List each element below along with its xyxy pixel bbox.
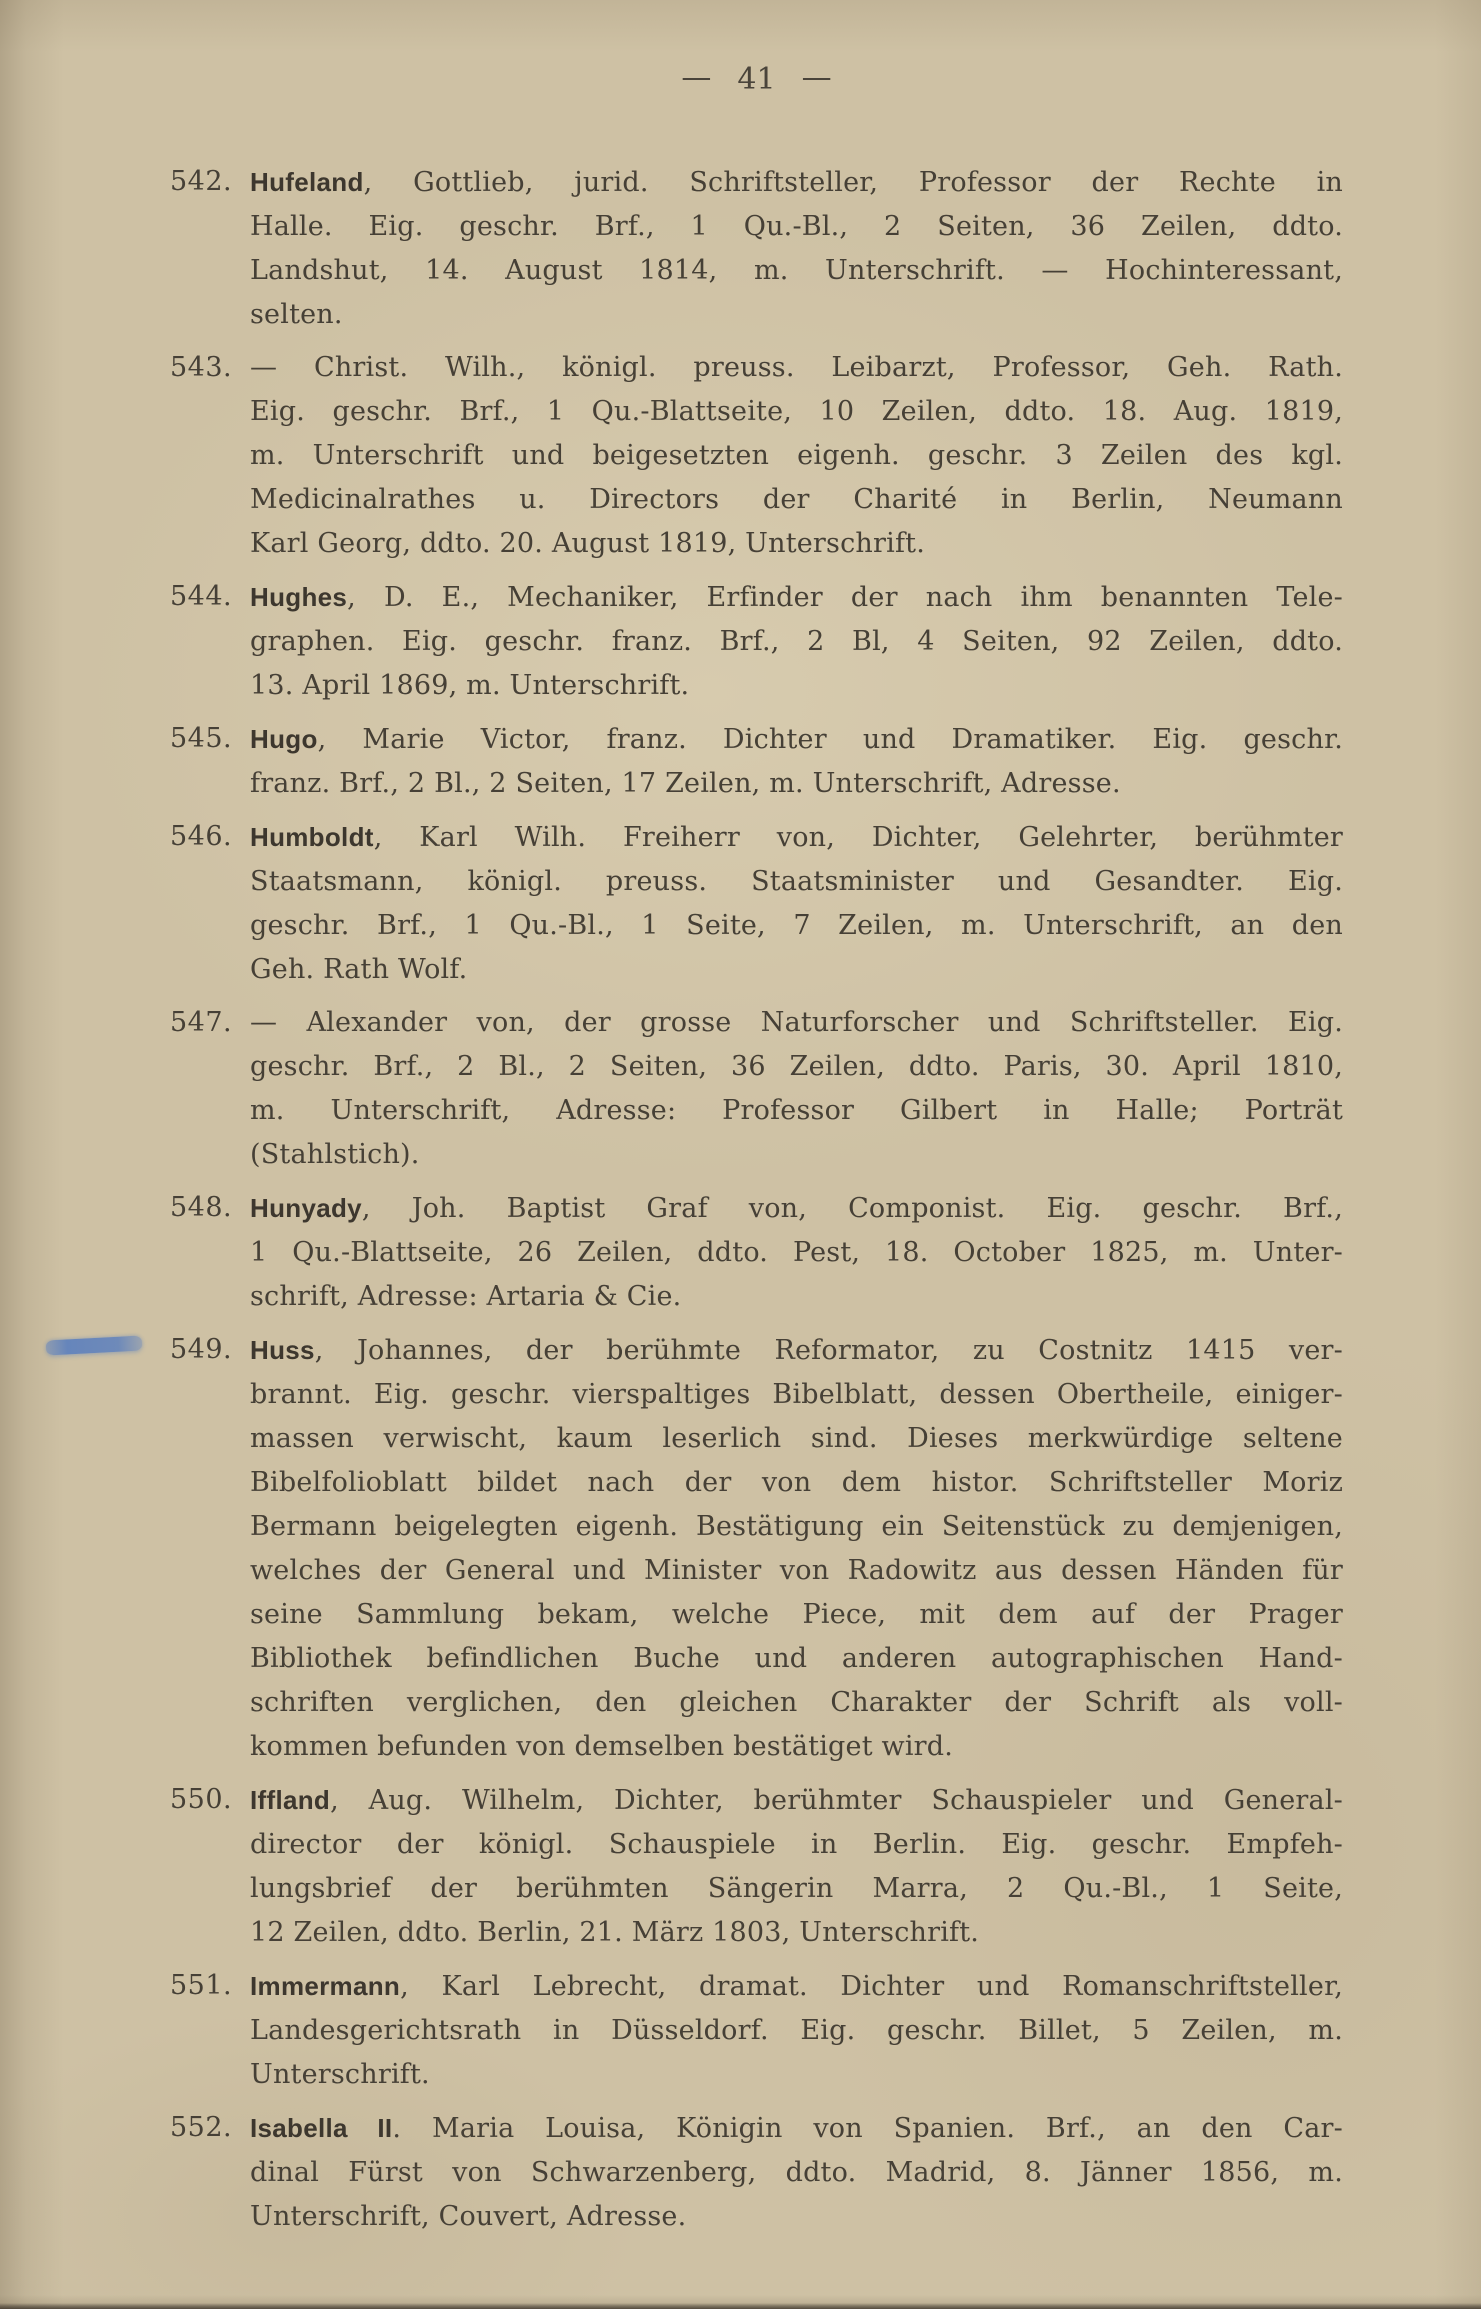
entry-number: 545.: [170, 723, 233, 754]
entry-number: 552.: [170, 2112, 233, 2143]
entry-headword: Iffland: [250, 1785, 331, 1815]
entry-body: [250, 160, 1343, 337]
entry-line: Hufeland, Gottlieb, jurid. Schriftsteller, Professor der Rechte in: [250, 167, 1343, 198]
entry-line: seine Sammlung bekam, welche Piece, mit dem auf der Prager: [250, 1599, 1343, 1630]
entry-headword: Huss: [250, 1335, 315, 1365]
entry-body: [250, 575, 1343, 708]
entry-headword: Hughes: [250, 582, 348, 612]
entry-number: 548.: [170, 1192, 233, 1223]
entry-body: [250, 1186, 1343, 1319]
entry-number: 549.: [170, 1334, 233, 1365]
entry-line: 12 Zeilen, ddto. Berlin, 21. März 1803, Unterschrift.: [250, 1917, 980, 1948]
entry-line: Halle. Eig. geschr. Brf., 1 Qu.-Bl., 2 Seiten, 36 Zeilen, ddto.: [250, 211, 1343, 242]
entry-line: lungsbrief der berühmten Sängerin Marra, 2 Qu.-Bl., 1 Seite,: [250, 1873, 1343, 1904]
entry-line: 1 Qu.-Blattseite, 26 Zeilen, ddto. Pest, 18. October 1825, m. Unter-: [250, 1237, 1343, 1268]
entry-headword: Hufeland: [250, 167, 364, 197]
entry-line: Hugo, Marie Victor, franz. Dichter und Dramatiker. Eig. geschr.: [250, 724, 1343, 755]
catalog-entry: [170, 160, 1343, 337]
entry-headword: Humboldt: [250, 822, 374, 852]
entry-number: 547.: [170, 1007, 233, 1038]
entry-line: Humboldt, Karl Wilh. Freiherr von, Dichter, Gelehrter, berühmter: [250, 822, 1343, 853]
page-number: 41: [737, 62, 776, 97]
page-header: [170, 62, 1343, 97]
entry-number: 544.: [170, 581, 233, 612]
entry-headword: Isabella II: [250, 2113, 393, 2143]
entry-line: brannt. Eig. geschr. vierspaltiges Bibelblatt, dessen Obertheile, einiger-: [250, 1379, 1343, 1410]
entry-line: Unterschrift, Couvert, Adresse.: [250, 2201, 687, 2232]
entry-line: Bibliothek befindlichen Buche und anderen autographischen Hand-: [250, 1643, 1343, 1674]
entry-line: schrift, Adresse: Artaria & Cie.: [250, 1281, 682, 1312]
entry-line: Hughes, D. E., Mechaniker, Erfinder der nach ihm benannten Tele-: [250, 582, 1343, 613]
entry-line: selten.: [250, 299, 343, 330]
entry-line: 13. April 1869, m. Unterschrift.: [250, 670, 690, 701]
catalog-entry: [170, 1328, 1343, 1769]
entry-body: [250, 1328, 1343, 1769]
entry-number: 543.: [170, 352, 233, 383]
header-dash-left: —: [681, 60, 712, 95]
entry-line: Medicinalrathes u. Directors der Charité in Berlin, Neumann: [250, 484, 1343, 515]
catalog-entry: [170, 1778, 1343, 1955]
entry-line: Immermann, Karl Lebrecht, dramat. Dichter und Romanschriftsteller,: [250, 1971, 1343, 2002]
header-dash-right: —: [801, 60, 832, 95]
entry-line: Huss, Johannes, der berühmte Reformator, zu Costnitz 1415 ver-: [250, 1335, 1343, 1366]
entry-line: m. Unterschrift und beigesetzten eigenh. geschr. 3 Zeilen des kgl.: [250, 440, 1343, 471]
catalog-entry: [170, 2106, 1343, 2239]
entry-line: Unterschrift.: [250, 2059, 430, 2090]
entry-line: Hunyady, Joh. Baptist Graf von, Componist. Eig. geschr. Brf.,: [250, 1193, 1343, 1224]
entry-line: Geh. Rath Wolf.: [250, 954, 468, 985]
entry-body: [250, 1001, 1343, 1177]
entry-number: 542.: [170, 166, 233, 197]
entry-body: [250, 2106, 1343, 2239]
catalog-entry: [170, 346, 1343, 566]
entry-line: director der königl. Schauspiele in Berlin. Eig. geschr. Empfeh-: [250, 1829, 1343, 1860]
entry-line: Landshut, 14. August 1814, m. Unterschrift. — Hochinteressant,: [250, 255, 1343, 286]
entry-body: [250, 1964, 1343, 2097]
entry-headword: Hunyady: [250, 1193, 362, 1223]
catalog-entry: [170, 1186, 1343, 1319]
entry-body: [250, 717, 1343, 806]
entry-line: graphen. Eig. geschr. franz. Brf., 2 Bl, 4 Seiten, 92 Zeilen, ddto.: [250, 626, 1343, 657]
entry-line: Landesgerichtsrath in Düsseldorf. Eig. geschr. Billet, 5 Zeilen, m.: [250, 2015, 1343, 2046]
catalog-entry: [170, 815, 1343, 992]
entry-line: franz. Brf., 2 Bl., 2 Seiten, 17 Zeilen, m. Unterschrift, Adresse.: [250, 768, 1121, 799]
entry-line: Staatsmann, königl. preuss. Staatsminister und Gesandter. Eig.: [250, 866, 1343, 897]
entry-number: 550.: [170, 1784, 233, 1815]
entry-line: Bermann beigelegten eigenh. Bestätigung ein Seitenstück zu demjenigen,: [250, 1511, 1343, 1542]
catalog-entry: [170, 717, 1343, 806]
entry-body: [250, 815, 1343, 992]
entry-line: Bibelfolioblatt bildet nach der von dem histor. Schriftsteller Moriz: [250, 1467, 1343, 1498]
entry-line: Eig. geschr. Brf., 1 Qu.-Blattseite, 10 Zeilen, ddto. 18. Aug. 1819,: [250, 396, 1343, 427]
entry-line: welches der General und Minister von Radowitz aus dessen Händen für: [250, 1555, 1343, 1586]
entry-line: kommen befunden von demselben bestätiget wird.: [250, 1731, 954, 1762]
entry-line: geschr. Brf., 1 Qu.-Bl., 1 Seite, 7 Zeilen, m. Unterschrift, an den: [250, 910, 1343, 941]
entry-line: schriften verglichen, den gleichen Charakter der Schrift als voll-: [250, 1687, 1343, 1718]
entry-line: Karl Georg, ddto. 20. August 1819, Unterschrift.: [250, 528, 925, 559]
entry-line: m. Unterschrift, Adresse: Professor Gilbert in Halle; Porträt: [250, 1095, 1343, 1126]
entry-number: 551.: [170, 1970, 233, 2001]
entry-line: Isabella II. Maria Louisa, Königin von Spanien. Brf., an den Car-: [250, 2113, 1343, 2144]
entry-line: geschr. Brf., 2 Bl., 2 Seiten, 36 Zeilen, ddto. Paris, 30. April 1810,: [250, 1051, 1343, 1082]
entry-body: [250, 346, 1343, 566]
entry-line: dinal Fürst von Schwarzenberg, ddto. Madrid, 8. Jänner 1856, m.: [250, 2157, 1343, 2188]
catalog-entry: [170, 575, 1343, 708]
catalog-entry: [170, 1964, 1343, 2097]
entry-line: (Stahlstich).: [250, 1139, 420, 1170]
entry-line: — Alexander von, der grosse Naturforscher und Schriftsteller. Eig.: [250, 1007, 1343, 1038]
entry-line: — Christ. Wilh., königl. preuss. Leibarzt, Professor, Geh. Rath.: [250, 352, 1343, 383]
entry-line: Iffland, Aug. Wilhelm, Dichter, berühmter Schauspieler und General-: [250, 1785, 1343, 1816]
entry-headword: Immermann: [250, 1971, 401, 2001]
catalog-entry: [170, 1001, 1343, 1177]
entry-body: [250, 1778, 1343, 1955]
entry-number: 546.: [170, 821, 233, 852]
entry-headword: Hugo: [250, 724, 318, 754]
entry-line: massen verwischt, kaum leserlich sind. Dieses merkwürdige seltene: [250, 1423, 1343, 1454]
catalog-entries-container: [170, 160, 1343, 2248]
